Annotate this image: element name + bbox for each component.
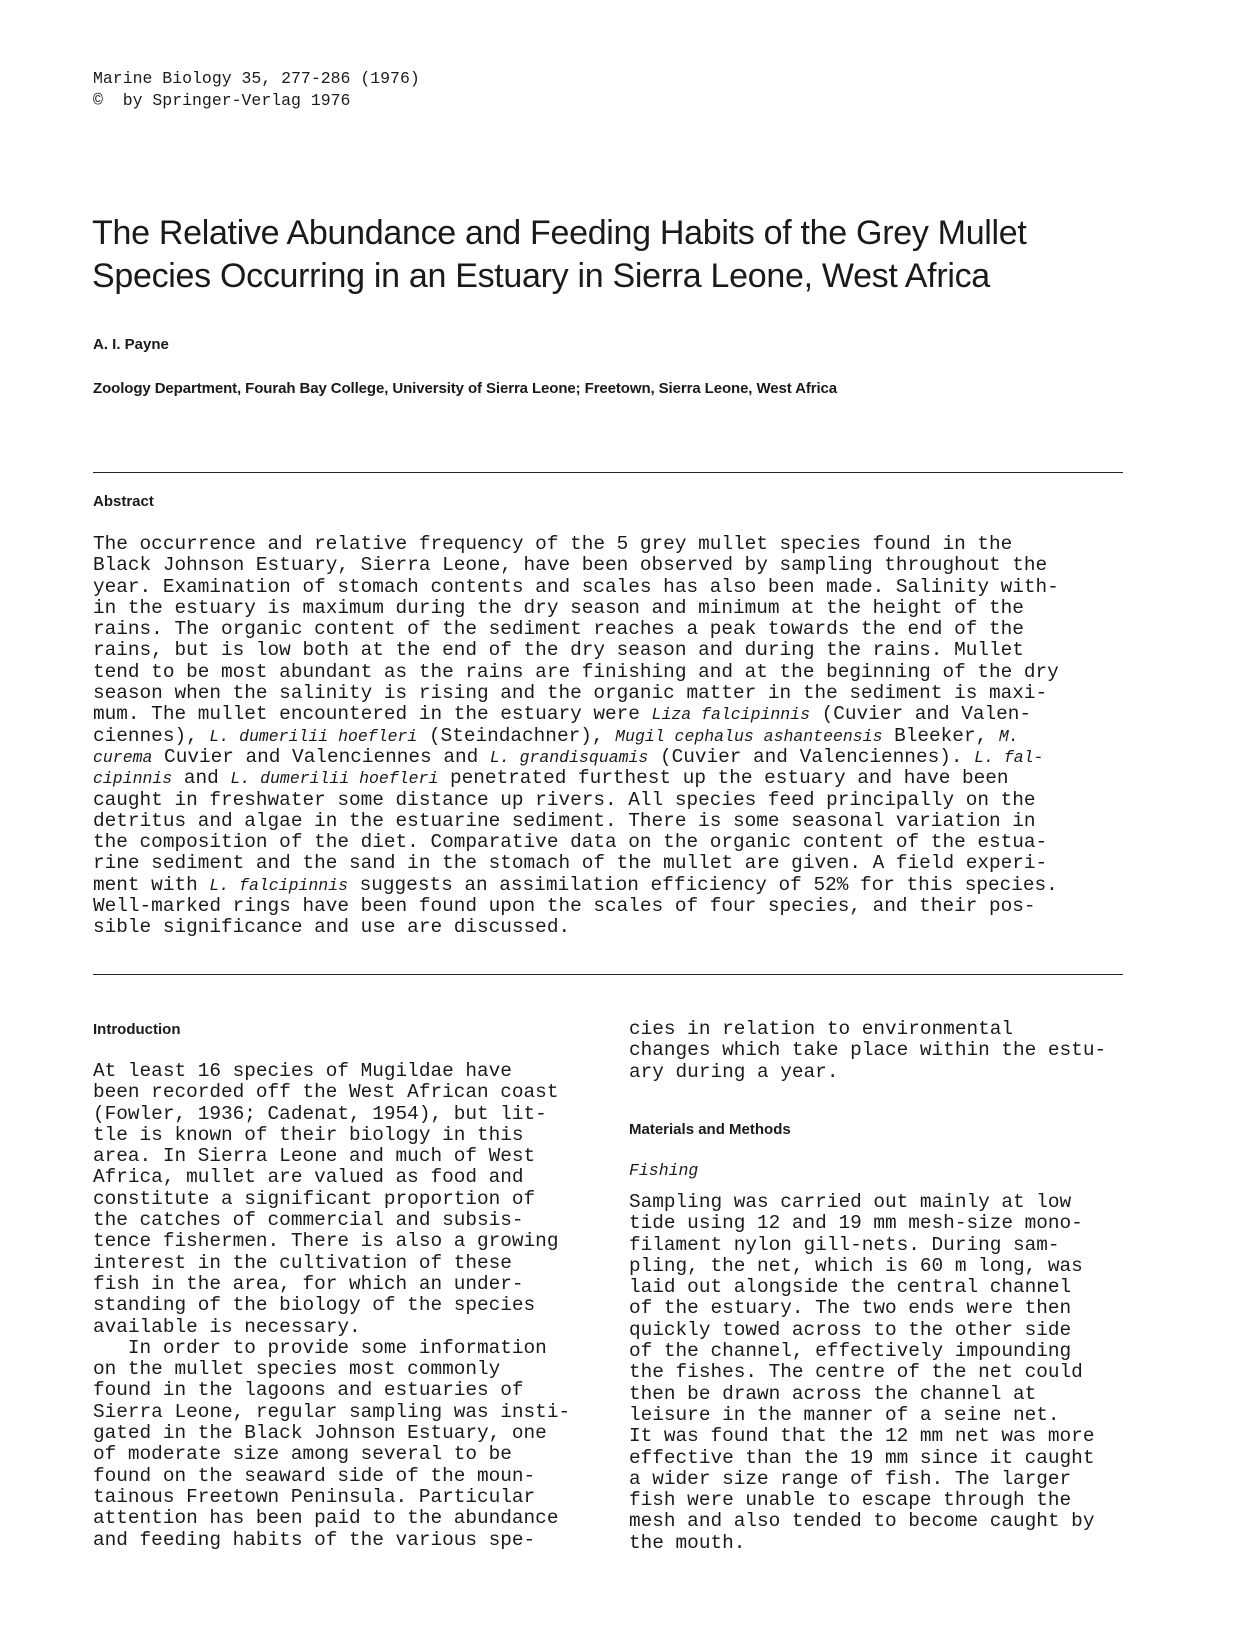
body-line: tle is known of their biology in this — [93, 1123, 524, 1146]
body-line: fish were unable to escape through the — [629, 1489, 1072, 1512]
abstract-line: detritus and algae in the estuarine sediment. There is some seasonal variation in — [93, 809, 1036, 832]
text-run: ciennes), — [93, 724, 210, 747]
introduction-heading: Introduction — [93, 1021, 181, 1038]
abstract-line: season when the salinity is rising and the organic matter in the sediment is maxi- — [93, 682, 1048, 705]
body-line: on the mullet species most commonly — [93, 1358, 501, 1381]
introduction-continuation — [629, 1019, 1149, 1083]
title-line: Species Occurring in an Estuary in Sierra Leone, West Africa — [92, 257, 990, 295]
abstract-line: rains, but is low both at the end of the dry season and during the rains. Mullet — [93, 639, 1024, 662]
body-line: Sierra Leone, regular sampling was insti- — [93, 1400, 571, 1423]
body-line: (Fowler, 1936; Cadenat, 1954), but lit- — [93, 1102, 547, 1125]
species-name: Liza falcipinnis — [651, 705, 810, 725]
body-line: pling, the net, which is 60 m long, was — [629, 1254, 1083, 1277]
abstract-line — [93, 704, 1163, 725]
abstract-line: Well-marked rings have been found upon the scales of four species, and their pos- — [93, 895, 1036, 918]
body-line: tainous Freetown Peninsula. Particular — [93, 1485, 536, 1508]
body-line: changes which take place within the estu- — [629, 1039, 1107, 1062]
species-name: L. dumerilii hoefleri — [209, 726, 418, 746]
methods-body — [629, 1192, 1149, 1554]
abstract-line: caught in freshwater some distance up rivers. All species feed principally on the — [93, 788, 1036, 811]
author: A. I. Payne — [93, 336, 169, 353]
body-line: effective than the 19 mm since it caught — [629, 1446, 1095, 1469]
body-line: found on the seaward side of the moun- — [93, 1464, 536, 1487]
text-run: Bleeker, — [882, 724, 999, 747]
text-run: (Cuvier and Valenciennes). — [648, 745, 975, 768]
body-line: and feeding habits of the various spe- — [93, 1528, 536, 1551]
affiliation: Zoology Department, Fourah Bay College, University of Sierra Leone; Freetown, Sierra Leone, West Africa — [93, 380, 838, 397]
body-line: filament nylon gill-nets. During sam- — [629, 1233, 1060, 1256]
abstract-line: rains. The organic content of the sediment reaches a peak towards the end of the — [93, 618, 1024, 641]
species-name: Mugil cephalus ashanteensis — [615, 726, 883, 746]
text-run: suggests an assimilation efficiency of 52% for this species. — [348, 873, 1058, 896]
abstract-line: rine sediment and the sand in the stomach of the mullet are given. A field experi- — [93, 852, 1048, 875]
body-line: then be drawn across the channel at — [629, 1382, 1037, 1405]
abstract-line: year. Examination of stomach contents and scales has also been made. Salinity with- — [93, 575, 1059, 598]
divider — [93, 974, 1123, 975]
body-line: the catches of commercial and subsis- — [93, 1209, 524, 1232]
body-line: interest in the cultivation of these — [93, 1251, 512, 1274]
abstract-line: The occurrence and relative frequency of the 5 grey mullet species found in the — [93, 533, 1013, 555]
body-line: available is necessary. — [93, 1315, 361, 1338]
species-name: L. falcipinnis — [209, 875, 348, 895]
body-line: been recorded off the West African coast — [93, 1081, 559, 1104]
body-line: quickly towed across to the other side — [629, 1318, 1072, 1341]
body-line: gated in the Black Johnson Estuary, one — [93, 1422, 547, 1445]
abstract-line — [93, 726, 1163, 747]
body-line: the fishes. The centre of the net could — [629, 1361, 1083, 1384]
body-line: ary during a year. — [629, 1060, 839, 1083]
methods-heading: Materials and Methods — [629, 1121, 791, 1138]
species-name: M. — [998, 726, 1019, 746]
body-line: mesh and also tended to become caught by — [629, 1510, 1095, 1533]
body-line: It was found that the 12 mm net was more — [629, 1425, 1095, 1448]
abstract-line — [93, 875, 1163, 896]
abstract-line: tend to be most abundant as the rains are finishing and at the beginning of the dry — [93, 660, 1059, 683]
abstract-heading: Abstract — [93, 493, 154, 510]
body-line: tide using 12 and 19 mm mesh-size mono- — [629, 1212, 1083, 1235]
abstract-line — [93, 747, 1163, 768]
species-name: L. grandisquamis — [489, 747, 649, 767]
body-line: of the estuary. The two ends were then — [629, 1297, 1072, 1320]
body-line: a wider size range of fish. The larger — [629, 1467, 1072, 1490]
abstract-body — [93, 534, 1163, 939]
body-line: leisure in the manner of a seine net. — [629, 1403, 1060, 1426]
species-name: cipinnis — [93, 769, 173, 789]
body-line: found in the lagoons and estuaries of — [93, 1379, 524, 1402]
body-line: laid out alongside the central channel — [629, 1276, 1072, 1299]
species-name: curema — [93, 747, 153, 767]
body-line: At least 16 species of Mugildae have — [93, 1060, 512, 1082]
text-run: (Cuvier and Valen- — [809, 703, 1032, 726]
body-line: cies in relation to environmental — [629, 1018, 1013, 1040]
body-line: the mouth. — [629, 1531, 746, 1554]
body-line: fish in the area, for which an under- — [93, 1272, 524, 1295]
text-run: Cuvier and Valenciennes and — [152, 745, 490, 768]
text-run: ment with — [93, 873, 210, 896]
text-run: (Steindachner), — [417, 724, 616, 747]
body-line: Africa, mullet are valued as food and — [93, 1166, 524, 1189]
body-line: area. In Sierra Leone and much of West — [93, 1145, 536, 1168]
species-name: L. fal- — [974, 747, 1044, 767]
body-line: standing of the biology of the species — [93, 1294, 536, 1317]
body-line: of the channel, effectively impounding — [629, 1340, 1072, 1363]
text-run: penetrated furthest up the estuary and have been — [438, 767, 1009, 790]
abstract-line: sible significance and use are discussed. — [93, 916, 571, 939]
body-line: Sampling was carried out mainly at low — [629, 1191, 1072, 1213]
divider — [93, 472, 1123, 473]
abstract-line: Black Johnson Estuary, Sierra Leone, have been observed by sampling throughout the — [93, 554, 1048, 577]
body-line: attention has been paid to the abundance — [93, 1507, 559, 1530]
body-line: of moderate size among several to be — [93, 1443, 512, 1466]
text-run: mum. The mullet encountered in the estuary were — [93, 703, 652, 726]
fishing-subheading: Fishing — [629, 1161, 699, 1180]
abstract-line: the composition of the diet. Comparative data on the organic content of the estua- — [93, 831, 1048, 854]
body-line: In order to provide some information — [93, 1336, 547, 1359]
introduction-body — [93, 1061, 613, 1551]
body-line: constitute a significant proportion of — [93, 1187, 536, 1210]
paper-title — [92, 212, 1192, 298]
abstract-line: in the estuary is maximum during the dry season and minimum at the height of the — [93, 596, 1024, 619]
journal-citation — [93, 68, 420, 112]
abstract-line — [93, 768, 1163, 789]
copyright-line: © by Springer-Verlag 1976 — [93, 91, 351, 110]
title-line: The Relative Abundance and Feeding Habits of the Grey Mullet — [92, 214, 1027, 252]
citation-line: Marine Biology 35, 277-286 (1976) — [93, 69, 420, 88]
species-name: L. dumerilii hoefleri — [230, 769, 439, 789]
body-line: tence fishermen. There is also a growing — [93, 1230, 559, 1253]
text-run: and — [172, 767, 231, 790]
